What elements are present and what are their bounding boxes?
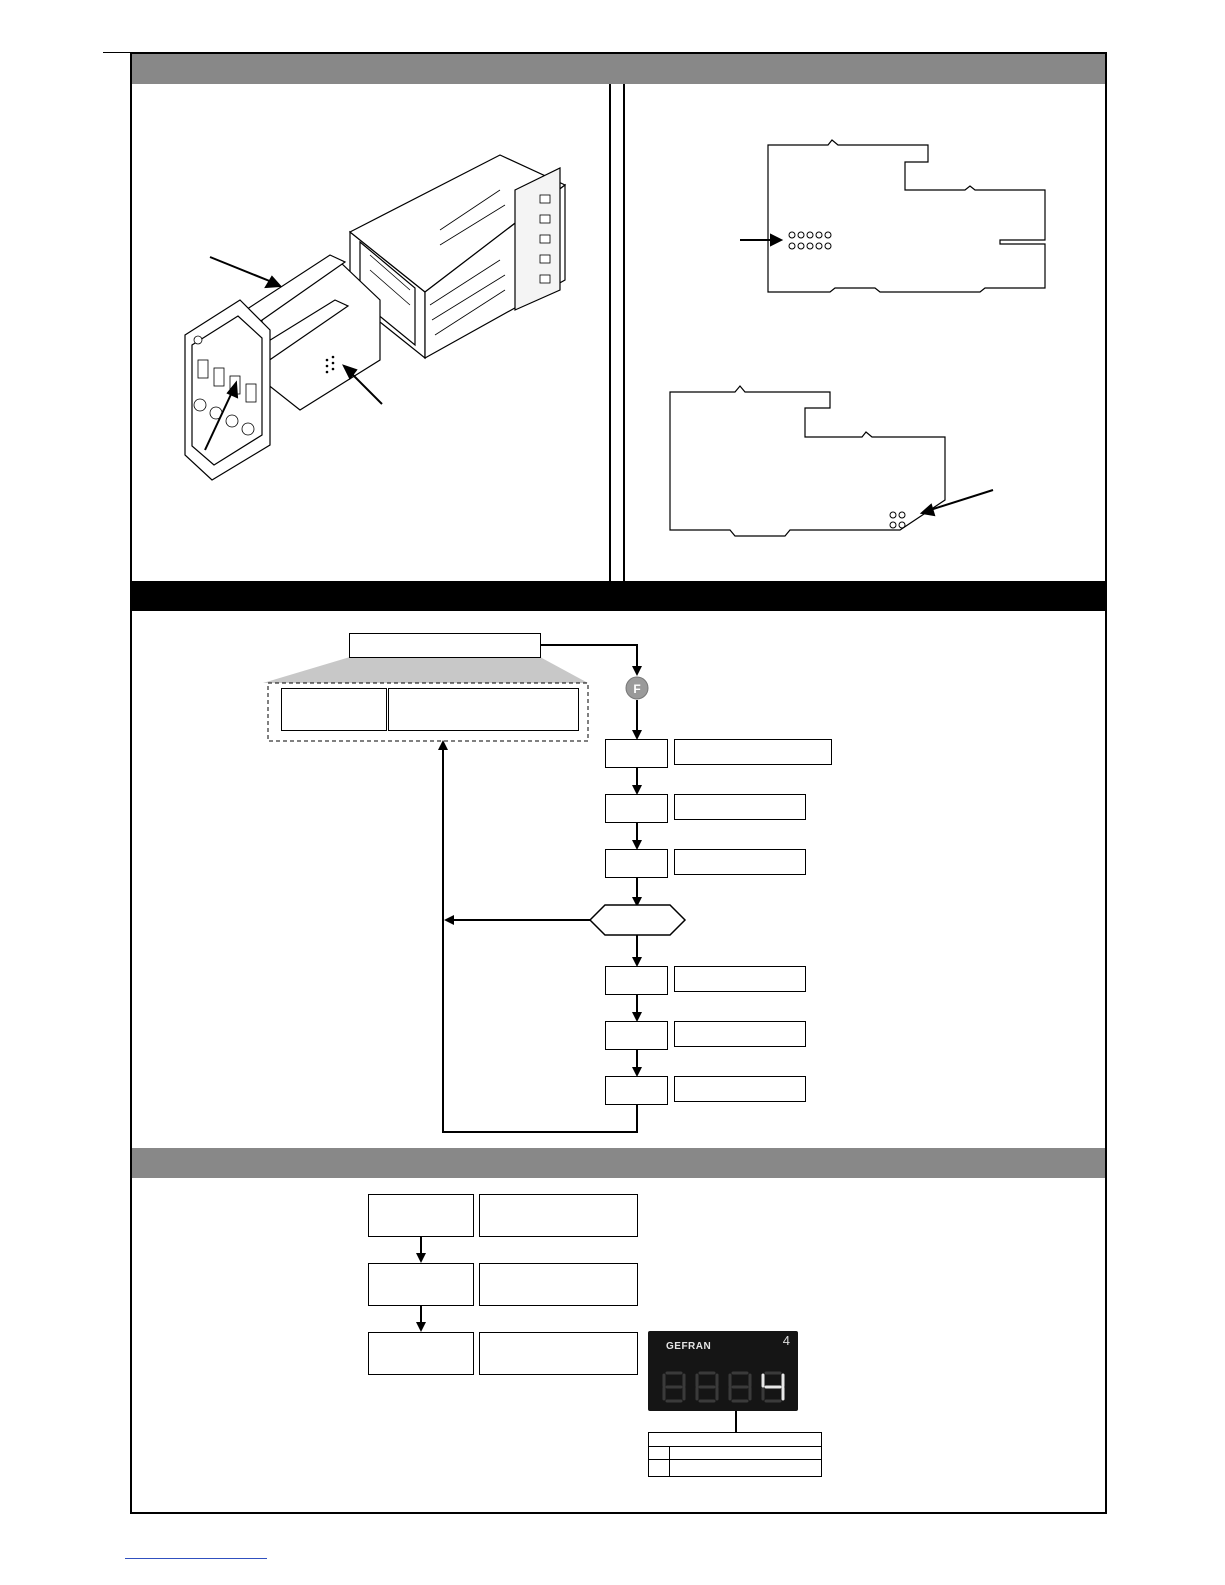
svg-text:F: F bbox=[633, 682, 641, 696]
bottom-step-1 bbox=[368, 1194, 474, 1237]
bottom-step-3-desc bbox=[479, 1332, 638, 1375]
bottom-step-2 bbox=[368, 1263, 474, 1306]
bottom-step-2-desc bbox=[479, 1263, 638, 1306]
legend-table bbox=[648, 1432, 822, 1477]
display-indicator-number: 4 bbox=[782, 1333, 790, 1348]
legend-col-divider bbox=[669, 1446, 670, 1477]
seven-segment-digits bbox=[648, 1331, 798, 1411]
display-photo bbox=[648, 1331, 798, 1411]
legend-row-divider bbox=[649, 1446, 821, 1447]
bottom-step-3 bbox=[368, 1332, 474, 1375]
footer-link-underline bbox=[125, 1558, 267, 1559]
display-brand-logo: GEFRAN bbox=[666, 1341, 712, 1352]
bottom-step-1-desc bbox=[479, 1194, 638, 1237]
legend-row-divider-2 bbox=[649, 1459, 821, 1460]
